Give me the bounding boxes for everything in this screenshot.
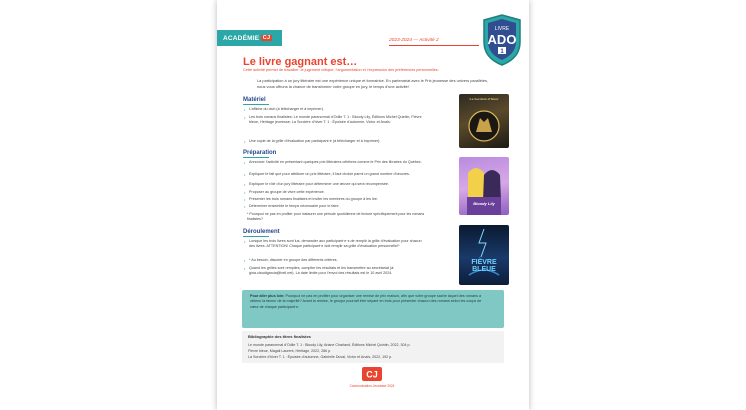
materiel-item: • L’affiche du club (à télécharger et à imprimer). <box>244 107 324 112</box>
banner-badge: CJ <box>262 35 271 41</box>
shield-top-label: LIVRE <box>494 26 510 32</box>
preparation-item: • Déterminer ensemble le temps nécessaire pour le faire. <box>244 204 340 209</box>
preparation-item: • Présenter les trois romans finalistes et inviter les membres du groupe à les lire. <box>244 197 378 202</box>
year-activity: 2023-2024 — Activité 2 <box>389 38 439 43</box>
preparation-item: • Expliquer le rôle d’un jury littéraire pour déterminer une œuvre qui sera récompensée. <box>244 182 389 187</box>
book-cover-fievre-bleue: FIÈVRE BLEUE <box>459 225 509 285</box>
preparation-item: • Annoncer l’activité en présentant quelques prix littéraires célèbres comme le Prix des libraires du Québec. <box>244 160 422 165</box>
materiel-item: • Les trois romans finalistes: Le monde paranormal d’Odile T. 1 : Bloody Lily, Éditions Michel Quintin; Fièvre bleue, Héritage jeunesse; La Sorcière d’hiver T. 1 : Épuisée d’automne, Victor et Anaïs. <box>244 115 422 125</box>
bibliography-line: Fièvre bleue, Magali Laurent, Héritage, 2022, 286 p. <box>248 349 332 353</box>
materiel-item: • Une copie de la grille d’évaluation par participant·e (à télécharger et à imprimer). <box>244 139 381 144</box>
wolf-illustration-icon <box>459 94 509 148</box>
section-heading-preparation: Préparation <box>243 150 277 156</box>
preparation-note: * Pourquoi ne pas en profiter pour instaurer une période quotidienne de lecture spécifiquement pour les romans finalistes? <box>247 212 425 222</box>
girls-illustration-icon <box>459 157 509 215</box>
academie-banner <box>217 30 282 46</box>
book-cover-bloody-lily: Bloody Lily <box>459 157 509 215</box>
intro-paragraph: La participation à un jury littéraire est une expérience unique et formatrice. En partenariat avec le Prix jeunesse des univers parallèles, nous vous offrons la chance de transformer votre groupe en jury, le temps d’une activité! <box>257 78 488 89</box>
section-heading-materiel: Matériel <box>243 97 269 105</box>
ado-shield-logo <box>480 14 524 66</box>
deroulement-item: • Quand les grilles sont remplies, compiler les résultats et les transmettre au secrétariat (à: gina.claudigarcia@bell.net). La date limite pour l’envoi des résultats est le 10 avril 2024. <box>244 266 395 276</box>
footer-caption: Communication-Jeunesse 2024 <box>349 384 395 388</box>
section-heading-deroulement: Déroulement <box>243 229 280 235</box>
preparation-item: • Expliquer le fait que pour attribuer un prix littéraire, il faut choisir parmi un grand nombre d’œuvres. <box>244 172 410 177</box>
shield-number: 1 <box>500 49 504 55</box>
preparation-item: • Proposer au groupe de vivre cette expérience. <box>244 190 325 195</box>
header-divider <box>389 45 479 46</box>
bibliography-title: Bibliographie des titres finalistes <box>248 334 311 339</box>
book-cover-sorciere: La Sorcière d’hiver <box>459 94 509 148</box>
bibliography-line: La Sorcière d’hiver T. 1 : Épuisée d’automne, Gabrielle Duval, Victor et Anaïs, 2022, 192 p. <box>248 355 393 359</box>
shield-main-label: ADO <box>487 32 517 47</box>
lightning-illustration-icon <box>459 225 509 285</box>
deroulement-item: • Lorsque les trois livres sont lus, demander aux participant·e·s de remplir la grille d’évaluation pour chacun des livres. ATTENTION! Chaque participant·e doit remplir sa grille d’évaluation personnelle!* <box>244 239 422 249</box>
deroulement-item: • * Au besoin, discuter en groupe des différents critères. <box>244 258 338 263</box>
svg-text:CJ: CJ <box>366 369 378 380</box>
bibliography-line: Le monde paranormal d’Odile T. 1 : Bloody Lily, Ariane Charland, Éditions Michel Quintin, 2022, 304 p. <box>248 343 411 347</box>
further-box <box>242 290 504 328</box>
cj-logo <box>362 367 382 381</box>
bibliography <box>242 331 504 363</box>
further-text: Pour aller plus loin: Pourquoi ne pas en profiter pour organiser une remise de prix maison, afin que votre groupe sache laquel des romans a obtenu la faveur de la majorité? Avant la remise, le groupe pourrait être séparé en trois pour présenter chacun des romans selon les coups de cœur de chaque participant·e. <box>250 294 482 309</box>
page-subtitle: Cette activité permet de travailler: le jugement critique, l’argumentation et l’expression des préférences personnelles. <box>243 68 439 72</box>
activity-sheet <box>217 0 529 410</box>
banner-label: ACADÉMIE <box>223 34 260 42</box>
page-title: Le livre gagnant est… <box>243 56 358 68</box>
